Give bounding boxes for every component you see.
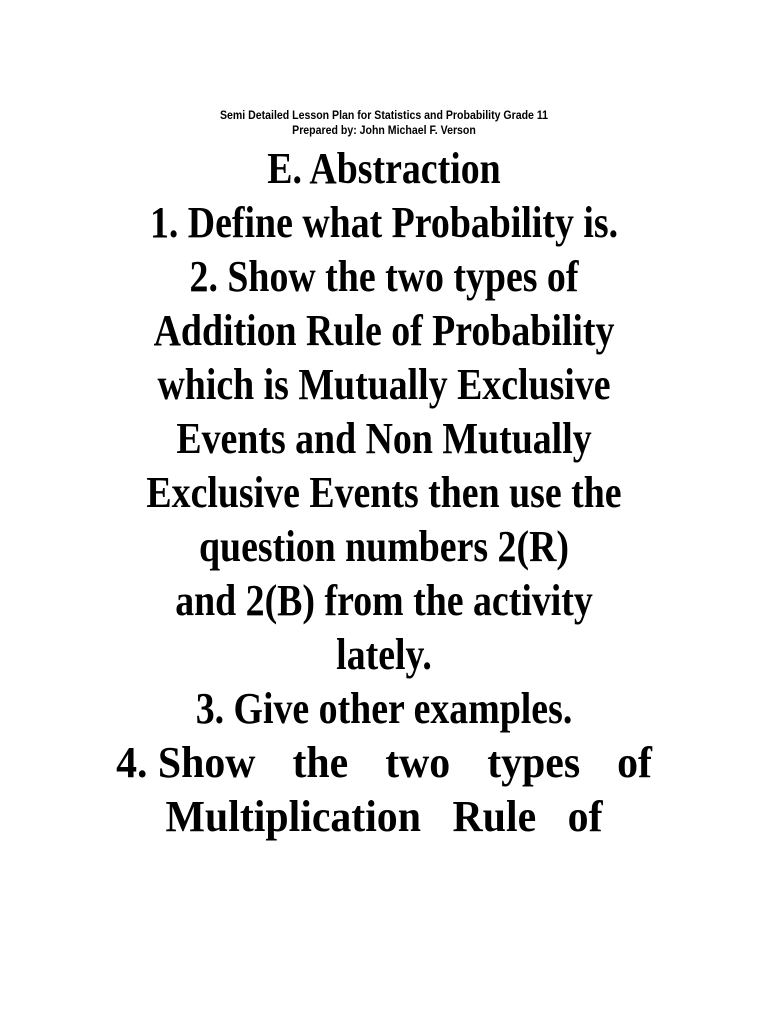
content-line: Exclusive Events then use the	[146, 468, 622, 517]
item-4-word: two	[385, 738, 451, 787]
last-line-word: Multiplication	[165, 792, 421, 841]
item-4-line	[110, 736, 657, 790]
last-line-word: Rule	[452, 792, 537, 841]
content-line: lately.	[336, 630, 432, 679]
last-line-word: of	[567, 792, 603, 841]
content-line: Addition Rule of Probability	[153, 306, 615, 355]
content-line: 2. Show the two types of	[189, 252, 579, 301]
content-line: question numbers 2(R)	[198, 522, 570, 571]
item-4-word: 4. Show	[116, 738, 256, 787]
document-header	[46, 108, 722, 138]
abstraction-section	[96, 142, 672, 844]
content-line: Events and Non Mutually	[176, 414, 592, 463]
header-author: Prepared by: John Michael F. Verson	[292, 123, 476, 137]
content-line: which is Mutually Exclusive	[157, 360, 611, 409]
item-4-word: of	[617, 738, 652, 787]
content-line: 3. Give other examples.	[195, 684, 573, 733]
item-4-word: types	[487, 738, 581, 787]
header-title: Semi Detailed Lesson Plan for Statistics and Probability Grade 11	[219, 108, 549, 122]
content-line: and 2(B) from the activity	[175, 576, 593, 625]
content-line: 1. Define what Probability is.	[149, 198, 619, 247]
multiplication-rule-line	[110, 790, 657, 844]
item-4-word: the	[292, 738, 349, 787]
section-title: E. Abstraction	[267, 144, 501, 193]
